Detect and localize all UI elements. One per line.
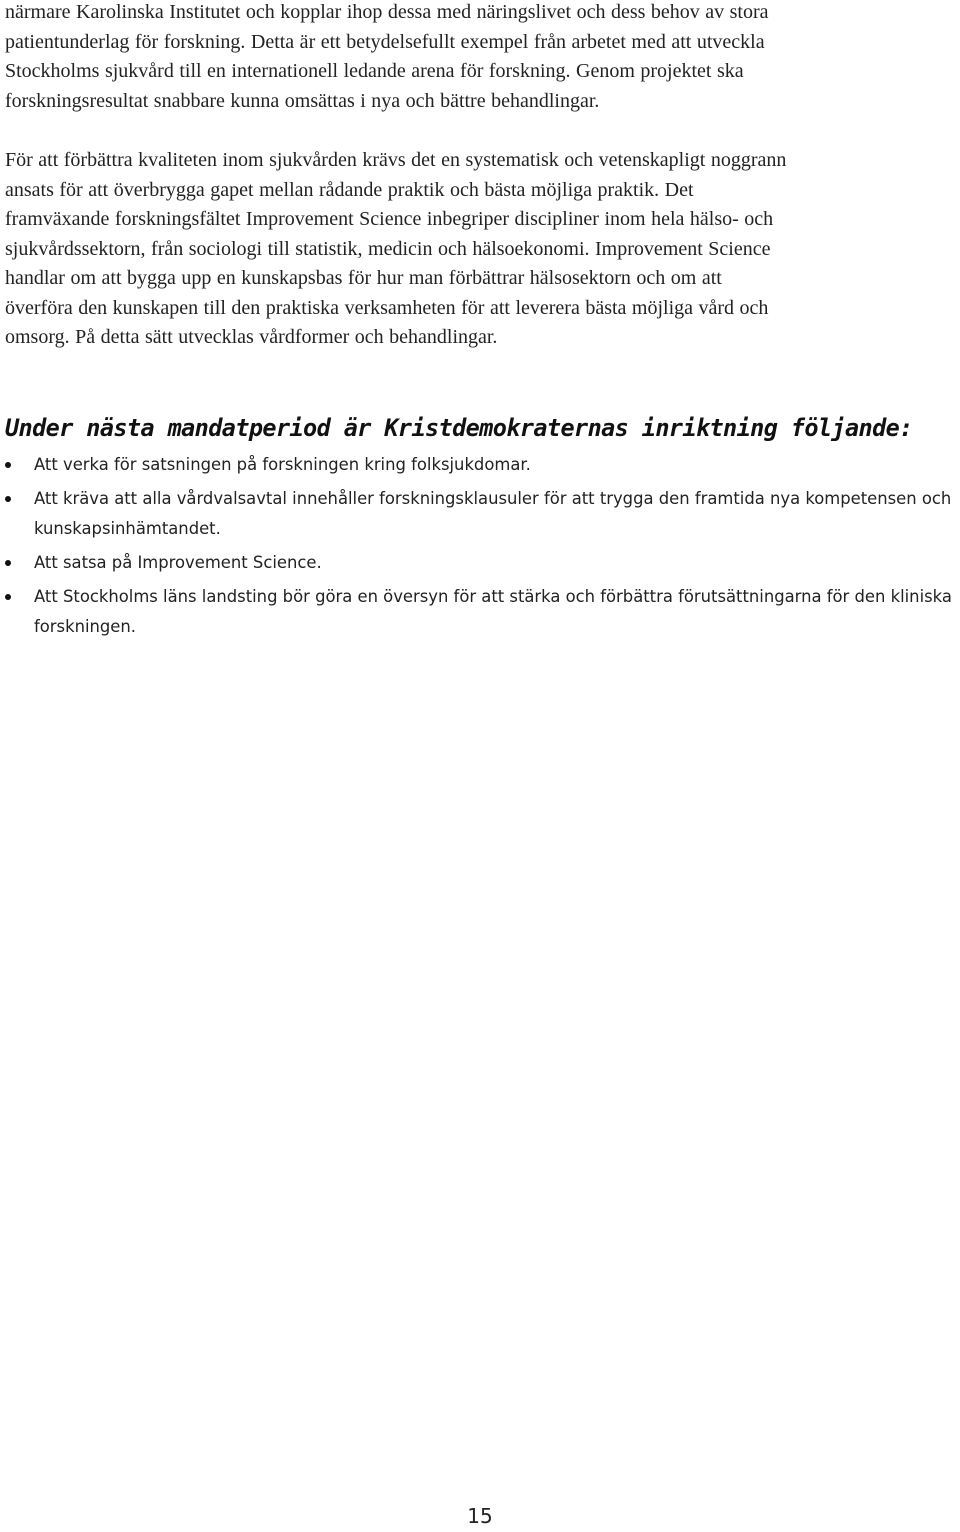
bullet-text: Att Stockholms läns landsting bör göra en översyn för att stärka och förbättra förutsättningarna för den kliniska forskningen.	[34, 587, 952, 636]
paragraph-line: framväxande forskningsfältet Improvement Science inbegriper discipliner inom hela hälso- och	[5, 208, 774, 230]
paragraph-line: sjukvårdssektorn, från sociologi till statistik, medicin och hälsoekonomi. Improvement Science	[5, 237, 771, 260]
list-item	[5, 582, 960, 642]
paragraph-line: överföra den kunskapen till den praktiska verksamheten för att leverera bästa möjliga vård och	[5, 296, 769, 319]
paragraph-line: För att förbättra kvaliteten inom sjukvården krävs det en systematisk och vetenskapligt noggrann	[5, 149, 787, 171]
policy-bullet-list	[5, 450, 960, 646]
bullet-text: Att satsa på Improvement Science.	[34, 553, 322, 572]
paragraph-line: patientunderlag för forskning. Detta är ett betydelsefullt exempel från arbetet med att utveckla	[5, 30, 765, 53]
bullet-text: Att kräva att alla vårdvalsavtal innehåller forskningsklausuler för att trygga den framtida nya kompetensen och kunskapsinhämtandet.	[34, 489, 952, 538]
paragraph-line: handlar om att bygga upp en kunskapsbas för hur man förbättrar hälsosektorn och om att	[5, 267, 722, 289]
paragraph-research-project	[5, 0, 955, 116]
paragraph-line: forskningsresultat snabbare kunna omsättas i nya och bättre behandlingar.	[5, 89, 600, 112]
paragraph-line: ansats för att överbrygga gapet mellan rådande praktik och bästa möjliga praktik. Det	[5, 178, 694, 201]
paragraph-line: Stockholms sjukvård till en internationell ledande arena för forskning. Genom projektet ska	[5, 60, 744, 82]
bullet-text: Att verka för satsningen på forskningen kring folksjukdomar.	[34, 455, 531, 474]
bullet-icon	[5, 594, 11, 600]
list-item	[5, 548, 960, 578]
section-heading: Under nästa mandatperiod är Kristdemokraternas inriktning följande:	[5, 414, 913, 442]
list-item	[5, 450, 960, 480]
page-number: 15	[467, 1504, 493, 1528]
paragraph-line: omsorg. På detta sätt utvecklas vårdformer och behandlingar.	[5, 326, 498, 348]
bullet-icon	[5, 462, 11, 468]
list-item	[5, 484, 960, 544]
bullet-icon	[5, 496, 11, 502]
paragraph-improvement-science	[5, 146, 955, 353]
paragraph-line: närmare Karolinska Institutet och kopplar ihop dessa med näringslivet och dess behov av stora	[5, 1, 769, 23]
bullet-icon	[5, 560, 11, 566]
